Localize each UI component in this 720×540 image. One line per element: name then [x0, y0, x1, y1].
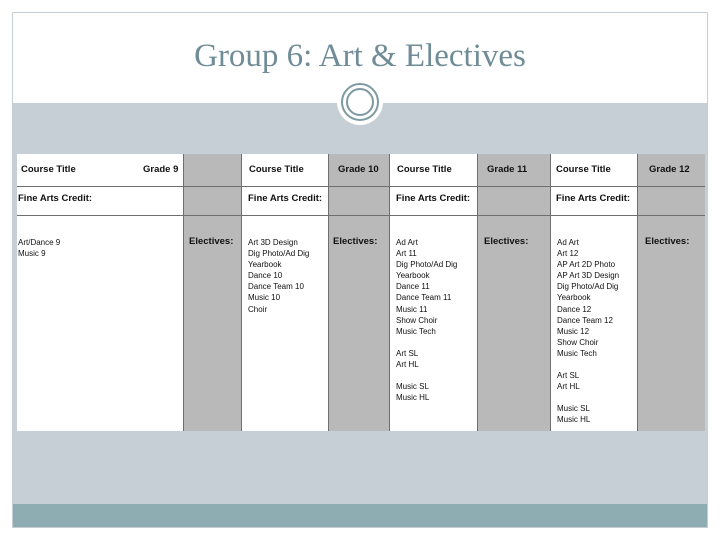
- grid-line: [17, 215, 705, 216]
- list-item: Music 9: [18, 249, 46, 259]
- list-item: Ad Art: [557, 238, 579, 247]
- header-grade-11: Grade 11: [487, 164, 528, 175]
- electives-column-grade11: [477, 154, 550, 431]
- grid-line: [477, 154, 478, 431]
- list-item: Art 12: [557, 249, 579, 259]
- header-course-title: Course Title: [21, 164, 76, 175]
- electives-column-grade12: [637, 154, 705, 431]
- list-item: Music 11: [396, 304, 428, 314]
- list-item: Art 11: [396, 249, 417, 259]
- electives-column-grade10: [328, 154, 389, 431]
- list-item: Music 12: [557, 326, 590, 336]
- footer-band: [13, 504, 707, 527]
- list-item: Art/Dance 9: [18, 238, 61, 247]
- list-item: Yearbook: [396, 271, 430, 281]
- grid-line: [241, 154, 242, 431]
- list-spacer: [396, 337, 457, 348]
- electives-label: Electives:: [189, 236, 234, 247]
- list-item: Art SL: [557, 371, 580, 381]
- grade10-course-list: [248, 237, 309, 315]
- list-item: Show Choir: [557, 337, 599, 347]
- list-item: Art SL: [396, 348, 419, 358]
- grid-line: [637, 154, 638, 431]
- list-item: Dig Photo/Ad Dig: [248, 249, 310, 259]
- grid-line: [183, 154, 184, 431]
- list-spacer: [396, 370, 457, 381]
- list-item: Music SL: [557, 404, 590, 414]
- list-item: Music Tech: [557, 348, 597, 358]
- fine-arts-credit-label: Fine Arts Credit:: [396, 193, 471, 204]
- list-item: Dance Team 10: [248, 282, 304, 292]
- list-item: Music HL: [396, 393, 430, 403]
- list-item: Ad Art: [396, 238, 418, 247]
- fine-arts-credit-label: Fine Arts Credit:: [248, 193, 323, 204]
- list-item: Yearbook: [557, 293, 591, 303]
- list-item: Art 3D Design: [248, 238, 298, 247]
- list-item: Art HL: [557, 382, 580, 392]
- circle-ornament-icon: [337, 79, 383, 125]
- grid-line: [328, 154, 329, 431]
- list-item: Dance Team 11: [396, 293, 452, 303]
- list-item: Dig Photo/Ad Dig: [396, 260, 458, 270]
- electives-label: Electives:: [333, 236, 378, 247]
- fine-arts-credit-label: Fine Arts Credit:: [18, 193, 93, 204]
- grade11-course-list: [396, 237, 457, 403]
- list-item: Dig Photo/Ad Dig: [557, 282, 619, 292]
- electives-label: Electives:: [484, 236, 529, 247]
- grid-line: [17, 186, 705, 187]
- header-grade-10: Grade 10: [338, 164, 379, 175]
- list-item: Music HL: [557, 415, 591, 425]
- list-spacer: [557, 359, 619, 370]
- list-item: Show Choir: [396, 315, 438, 325]
- header-course-title: Course Title: [249, 164, 304, 175]
- list-item: Music 10: [248, 293, 281, 303]
- list-spacer: [557, 392, 619, 403]
- list-item: Yearbook: [248, 260, 282, 270]
- grid-line: [389, 154, 390, 431]
- list-item: AP Art 3D Design: [557, 271, 620, 281]
- list-item: Dance 11: [396, 282, 430, 292]
- electives-label: Electives:: [645, 236, 690, 247]
- list-item: Dance 10: [248, 271, 283, 281]
- grade9-course-list: [18, 237, 60, 259]
- grid-line: [550, 154, 551, 431]
- fine-arts-credit-label: Fine Arts Credit:: [556, 193, 631, 204]
- course-table: [17, 154, 705, 431]
- slide-title: Group 6: Art & Electives: [194, 38, 526, 74]
- list-item: Music SL: [396, 382, 429, 392]
- header-grade-9: Grade 9: [143, 164, 179, 175]
- electives-column-grade9: [183, 154, 241, 431]
- list-item: Art HL: [396, 359, 419, 369]
- list-item: Dance 12: [557, 304, 592, 314]
- list-item: AP Art 2D Photo: [557, 260, 616, 270]
- list-item: Music Tech: [396, 326, 436, 336]
- header-course-title: Course Title: [556, 164, 611, 175]
- list-item: Dance Team 12: [557, 315, 613, 325]
- grade12-course-list: [557, 237, 619, 425]
- list-item: Choir: [248, 304, 268, 314]
- header-course-title: Course Title: [397, 164, 452, 175]
- header-grade-12: Grade 12: [649, 164, 690, 175]
